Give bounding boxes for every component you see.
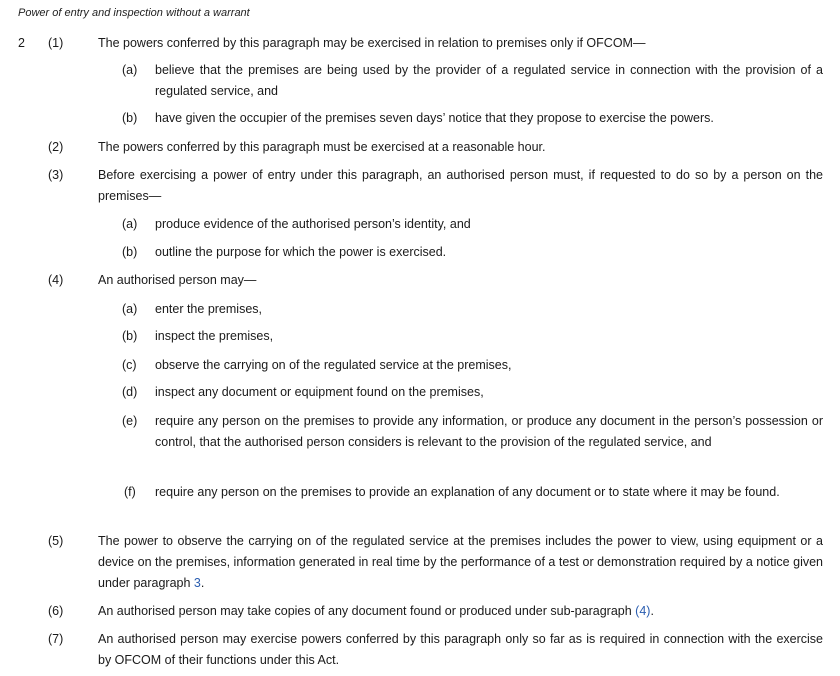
subparagraph-4f-number: (f)	[124, 485, 136, 499]
subparagraph-1a-number: (a)	[122, 63, 138, 77]
subparagraph-1a-text: believe that the premises are being used by the provider of a regulated service in connection with the provision of a regulated service, and	[155, 63, 823, 98]
subparagraph-7-number: (7)	[48, 632, 64, 646]
subparagraph-5-text	[98, 531, 823, 594]
subparagraph-2-number: (2)	[48, 140, 64, 154]
subparagraph-1b-text: have given the occupier of the premises seven days’ notice that they propose to exercise the powers.	[155, 111, 714, 125]
subparagraph-1-text: The powers conferred by this paragraph may be exercised in relation to premises only if OFCOM—	[98, 36, 646, 50]
subparagraph-4b-text: inspect the premises,	[155, 329, 274, 343]
subparagraph-5-number: (5)	[48, 534, 64, 548]
subparagraph-4a-number: (a)	[122, 302, 138, 316]
paragraph-number: 2	[18, 36, 25, 50]
subparagraph-1b-number: (b)	[122, 111, 138, 125]
subparagraph-4f-text: require any person on the premises to provide an explanation of any document or to state where it may be found.	[155, 485, 780, 499]
subparagraph-4d-number: (d)	[122, 385, 138, 399]
paragraph-3-link[interactable]: 3	[193, 576, 201, 590]
subparagraph-7-text: An authorised person may exercise powers conferred by this paragraph only so far as is required in connection with the exercise by OFCOM of their functions under this Act.	[98, 632, 823, 667]
subparagraph-3-number: (3)	[48, 168, 64, 182]
subparagraph-2-text: The powers conferred by this paragraph must be exercised at a reasonable hour.	[98, 140, 546, 154]
subparagraph-4c-number: (c)	[122, 358, 137, 372]
subparagraph-4b-number: (b)	[122, 329, 138, 343]
subparagraph-5-body: The power to observe the carrying on of the regulated service at the premises includes the power to view, using equipment or a device on the premises, information generated in real time by the performance of a test or demonstration required by a notice given under paragraph	[98, 534, 823, 590]
subparagraph-1-number: (1)	[48, 36, 64, 50]
subparagraph-4e-text: require any person on the premises to provide any information, or produce any document in the person’s possession or control, that the authorised person considers is relevant to the provision of the regulated service, and	[155, 414, 823, 449]
subparagraph-4-number: (4)	[48, 273, 64, 287]
subparagraph-6-text	[98, 601, 823, 622]
subparagraph-3-text: Before exercising a power of entry under this paragraph, an authorised person must, if requested to do so by a person on the premises—	[98, 168, 823, 203]
subparagraph-4a-text: enter the premises,	[155, 302, 262, 316]
subparagraph-6-body: An authorised person may take copies of any document found or produced under sub-paragraph	[98, 604, 632, 618]
subparagraph-6-end: .	[650, 604, 654, 618]
subparagraph-3b-text: outline the purpose for which the power is exercised.	[155, 245, 447, 259]
subparagraph-4-link[interactable]: (4)	[635, 604, 651, 618]
subparagraph-4c-text: observe the carrying on of the regulated service at the premises,	[155, 358, 512, 372]
subparagraph-3b-number: (b)	[122, 245, 138, 259]
subparagraph-5-end: .	[200, 576, 205, 590]
subparagraph-3a-number: (a)	[122, 217, 138, 231]
subparagraph-6-number: (6)	[48, 604, 64, 618]
subparagraph-4-text: An authorised person may—	[98, 273, 257, 287]
subparagraph-4d-text: inspect any document or equipment found on the premises,	[155, 385, 484, 399]
subparagraph-3a-text: produce evidence of the authorised person’s identity, and	[155, 217, 471, 231]
section-heading: Power of entry and inspection without a warrant	[18, 7, 250, 19]
subparagraph-4e-number: (e)	[122, 414, 138, 428]
